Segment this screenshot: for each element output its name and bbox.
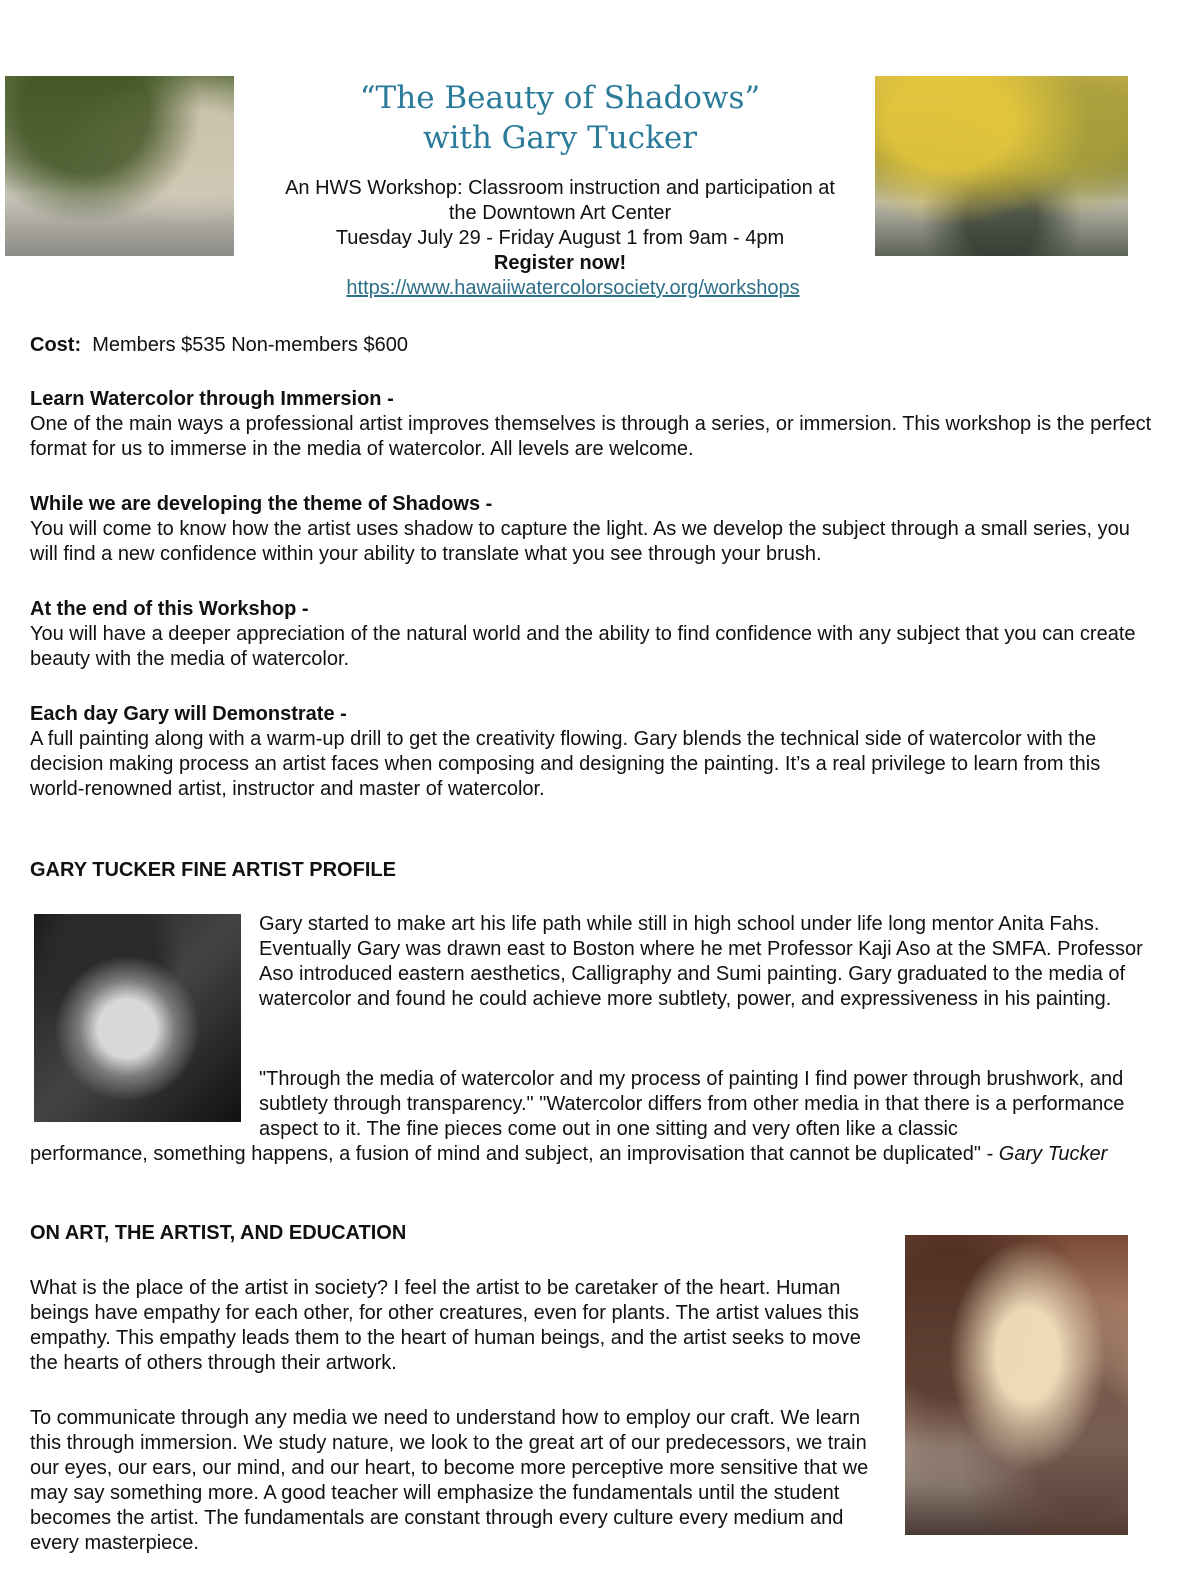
workshop-info (250, 176, 870, 301)
info-line-3: Tuesday July 29 - Friday August 1 from 9am - 4pm (335, 227, 785, 249)
title-line-2: with Gary Tucker (422, 120, 698, 156)
profile-bio: Gary started to make art his life path while still in high school under life long mentor Anita Fahs. Eventually Gary was drawn east to Boston where he met Professor Kaji Aso at the SMFA. Professor Aso introduced eastern aesthetics, Calligraphy and Sumi painting. Gary graduated to the media of watercolor and found he could achieve more subtlety, power, and expressiveness in his painting. (259, 913, 1143, 1010)
section-heading: Each day Gary will Demonstrate - (30, 703, 347, 725)
info-line-1: An HWS Workshop: Classroom instruction and participation at (285, 177, 835, 199)
quote-text: performance, something happens, a fusion of mind and subject, an improvisation that cannot be duplicated" - (30, 1143, 999, 1165)
section-heading: Learn Watercolor through Immersion - (30, 388, 394, 410)
section-heading: While we are developing the theme of Shadows - (30, 493, 493, 515)
profile-quote-part1: "Through the media of watercolor and my process of painting I find power through brushwork, and subtlety through transparency." "Watercolor differs from other media in that there is a performance aspect to it. The fine pieces come out in one sitting and very often like a classic (259, 1068, 1125, 1140)
education-heading: ON ART, THE ARTIST, AND EDUCATION (30, 1222, 407, 1244)
section-body: You will come to know how the artist uses shadow to capture the light. As we develop the subject through a small series, you will find a new confidence within your ability to translate what you see through your brush. (30, 518, 1130, 565)
workshop-title (300, 78, 820, 158)
profile-heading: GARY TUCKER FINE ARTIST PROFILE (30, 859, 396, 881)
section-demonstrate (30, 702, 1155, 802)
profile-quote-part2 (30, 1142, 1150, 1167)
section-immersion (30, 387, 1155, 462)
cost-label: Cost: (30, 334, 82, 356)
city-street-painting (5, 76, 234, 256)
section-body: You will have a deeper appreciation of the natural world and the ability to find confidence with any subject that you can create beauty with the media of watercolor. (30, 623, 1136, 670)
education-paragraph-2: To communicate through any media we need to understand how to employ our craft. We learn this through immersion. We study nature, we look to the great art of our predecessors, we train our eyes, our ears, our mind, and our heart, to become more perceptive more sensitive that we may say something more. A good teacher will emphasize the fundamentals until the student becomes the artist. The fundamentals are constant through every culture every medium and every masterpiece. (30, 1407, 869, 1554)
quote-attribution: Gary Tucker (998, 1143, 1108, 1165)
artist-portrait (34, 914, 241, 1122)
cost-line (30, 333, 1170, 358)
section-body: One of the main ways a professional artist improves themselves is through a series, or immersion. This workshop is the perfect format for us to immerse in the media of watercolor. All levels are welcome. (30, 413, 1152, 460)
education-paragraph-1: What is the place of the artist in society? I feel the artist to be caretaker of the heart. Human beings have empathy for each other, for other creatures, even for plants. The artist values this empathy. This empathy leads them to the heart of human beings, and the artist seeks to move the hearts of others through their artwork. (30, 1277, 861, 1374)
section-body: A full painting along with a warm-up drill to get the creativity flowing. Gary blends the technical side of watercolor with the decision making process an artist faces when composing and designing the painting. It’s a real privilege to learn from this world-renowned artist, instructor and master of watercolor. (30, 728, 1101, 800)
section-end-of-workshop (30, 597, 1155, 672)
alley-street-painting (905, 1235, 1128, 1535)
title-line-1: “The Beauty of Shadows” (359, 80, 761, 116)
info-line-2: the Downtown Art Center (448, 202, 672, 224)
register-link[interactable]: https://www.hawaiiwatercolorsociety.org/workshops (346, 277, 800, 299)
cost-text: Members $535 Non-members $600 (92, 334, 408, 356)
register-label: Register now! (493, 252, 627, 274)
park-trees-painting (875, 76, 1128, 256)
section-heading: At the end of this Workshop - (30, 598, 309, 620)
section-shadows (30, 492, 1155, 567)
